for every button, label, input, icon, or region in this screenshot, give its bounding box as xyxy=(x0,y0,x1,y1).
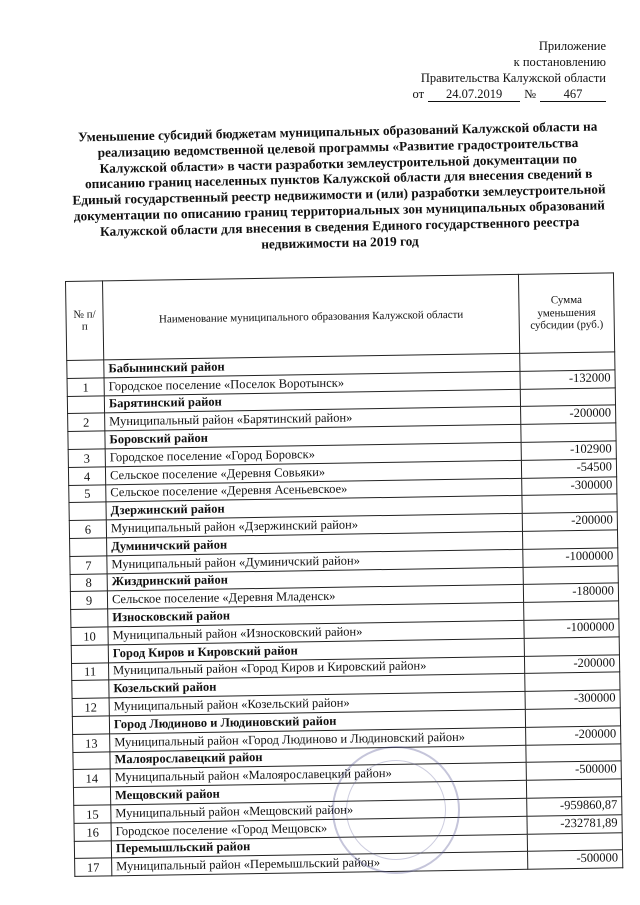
district-name: Дзержинский район xyxy=(106,496,522,520)
municipality-name: Муниципальный район «Дзержинский район» xyxy=(106,514,522,538)
subsidy-amount: -200000 xyxy=(526,726,621,745)
subsidy-amount xyxy=(520,352,615,371)
subsidy-amount xyxy=(520,387,615,406)
subsidy-amount: -300000 xyxy=(522,476,617,495)
district-name: Перемышльский район xyxy=(111,834,527,858)
district-name: Город Людиново и Людиновский район xyxy=(109,709,525,733)
row-number: 13 xyxy=(73,734,110,752)
municipality-name: Сельское поселение «Деревня Совьяки» xyxy=(105,460,521,484)
row-number xyxy=(72,680,109,698)
subsidy-amount: -180000 xyxy=(523,583,618,602)
municipality-name: Муниципальный район «Козельский район» xyxy=(109,691,525,715)
district-name: Боровский район xyxy=(105,425,521,449)
row-number xyxy=(67,360,104,378)
subsidy-amount: -54500 xyxy=(521,459,616,478)
row-number: 3 xyxy=(68,449,105,467)
municipality-name: Городское поселение «Город Боровск» xyxy=(105,442,521,466)
district-name: Мещовский район xyxy=(110,780,526,804)
table-header-row xyxy=(66,273,615,361)
resolution-date-line xyxy=(413,86,607,102)
row-number: 10 xyxy=(71,627,108,645)
row-number xyxy=(73,787,110,805)
subsidy-amount: -959860,87 xyxy=(527,797,622,816)
municipality-name: Городское поселение «Город Мещовск» xyxy=(111,816,527,840)
resolution-number: 467 xyxy=(540,88,606,102)
subsidy-amount: -500000 xyxy=(526,761,621,780)
district-name: Город Киров и Кировский район xyxy=(108,638,524,662)
municipality-name: Муниципальный район «Город Киров и Кировский район» xyxy=(108,656,524,680)
subsidy-amount: -1000000 xyxy=(523,548,618,567)
subsidy-amount xyxy=(522,530,617,549)
municipality-name: Муниципальный район «Износковский район» xyxy=(108,620,524,644)
appendix-header xyxy=(413,38,607,102)
table-body xyxy=(67,352,623,877)
district-name: Козельский район xyxy=(109,674,525,698)
municipality-name: Муниципальный район «Малоярославецкий район» xyxy=(110,763,526,787)
row-number xyxy=(74,840,111,858)
subsidy-amount xyxy=(523,565,618,584)
header-amount: Сумма уменьшения субсидии (руб.) xyxy=(518,273,614,353)
subsidy-amount xyxy=(524,637,619,656)
row-number xyxy=(69,502,106,520)
subsidy-amount xyxy=(527,832,622,851)
appendix-line-3: Правительства Калужской области xyxy=(420,71,606,85)
number-label: № xyxy=(524,87,536,101)
row-number xyxy=(71,645,108,663)
district-name: Жиздринский район xyxy=(107,567,523,591)
subsidy-amount: -232781,89 xyxy=(527,815,622,834)
subsidy-amount: -200000 xyxy=(522,512,617,531)
subsidy-amount xyxy=(524,601,619,620)
row-number: 16 xyxy=(74,823,111,841)
row-number: 1 xyxy=(67,378,104,396)
subsidy-amount: -102900 xyxy=(521,441,616,460)
district-name: Бабынинский район xyxy=(104,353,520,377)
row-number xyxy=(71,609,108,627)
subsidy-amount: -200000 xyxy=(521,405,616,424)
municipality-name: Муниципальный район «Думиничский район» xyxy=(107,549,523,573)
municipality-name: Сельское поселение «Деревня Асеньевское» xyxy=(106,478,522,502)
subsidy-amount: -132000 xyxy=(520,370,615,389)
municipality-name: Городское поселение «Поселок Воротынск» xyxy=(104,371,520,395)
subsidy-amount xyxy=(525,672,620,691)
municipality-name: Муниципальный район «Перемышльский район» xyxy=(112,852,528,876)
row-number xyxy=(72,716,109,734)
row-number: 7 xyxy=(70,556,107,574)
row-number: 11 xyxy=(72,662,109,680)
subsidy-amount: -500000 xyxy=(528,850,623,869)
district-name: Малоярославецкий район xyxy=(110,745,526,769)
row-number: 4 xyxy=(68,467,105,485)
subsidy-amount xyxy=(525,708,620,727)
document-title: Уменьшение субсидий бюджетам муниципальных образований Калужской области на реализацию ведомственной целевой программы «Развитие градостроительства Калужской области» в части разработки землеустроительной документации по описанию границ населенных пунктов Калужской области для внесения сведений в Единый государственный реестр недвижимости и (или) разработки землеустроительной документации по описанию границ территориальных зон муниципальных образований Калужской области для внесения в сведения Единого государственного реестра недвижимости на 2019 год xyxy=(72,118,606,252)
municipality-name: Муниципальный район «Город Людиново и Людиновский район» xyxy=(110,727,526,751)
header-name: Наименование муниципального образования Калужской области xyxy=(103,274,520,360)
from-label: от xyxy=(412,87,425,101)
row-number xyxy=(68,431,105,449)
row-number: 2 xyxy=(68,413,105,431)
subsidy-amount: -1000000 xyxy=(524,619,619,638)
subsidy-amount: -300000 xyxy=(525,690,620,709)
row-number: 5 xyxy=(69,484,106,502)
municipality-name: Муниципальный район «Барятинский район» xyxy=(105,407,521,431)
row-number: 6 xyxy=(69,520,106,538)
row-number: 9 xyxy=(70,591,107,609)
subsidy-amount xyxy=(526,743,621,762)
subsidy-amount xyxy=(526,779,621,798)
header-number: № п/п xyxy=(66,281,104,361)
subsidy-amount: -200000 xyxy=(524,654,619,673)
municipality-name: Муниципальный район «Мещовский район» xyxy=(111,798,527,822)
row-number: 14 xyxy=(73,769,110,787)
resolution-date: 24.07.2019 xyxy=(428,88,520,102)
appendix-line-1: Приложение xyxy=(538,39,606,53)
row-number xyxy=(70,538,107,556)
subsidy-table xyxy=(65,272,623,877)
district-name: Барятинский район xyxy=(104,389,520,413)
subsidy-amount xyxy=(521,423,616,442)
subsidy-amount xyxy=(522,494,617,513)
row-number: 8 xyxy=(70,573,107,591)
district-name: Износковский район xyxy=(108,602,524,626)
municipality-name: Сельское поселение «Деревня Младенск» xyxy=(107,585,523,609)
row-number xyxy=(73,751,110,769)
row-number: 15 xyxy=(74,805,111,823)
row-number: 17 xyxy=(75,858,112,876)
row-number: 12 xyxy=(72,698,109,716)
district-name: Думиничский район xyxy=(107,531,523,555)
appendix-line-2: к постановлению xyxy=(513,55,606,69)
row-number xyxy=(67,395,104,413)
